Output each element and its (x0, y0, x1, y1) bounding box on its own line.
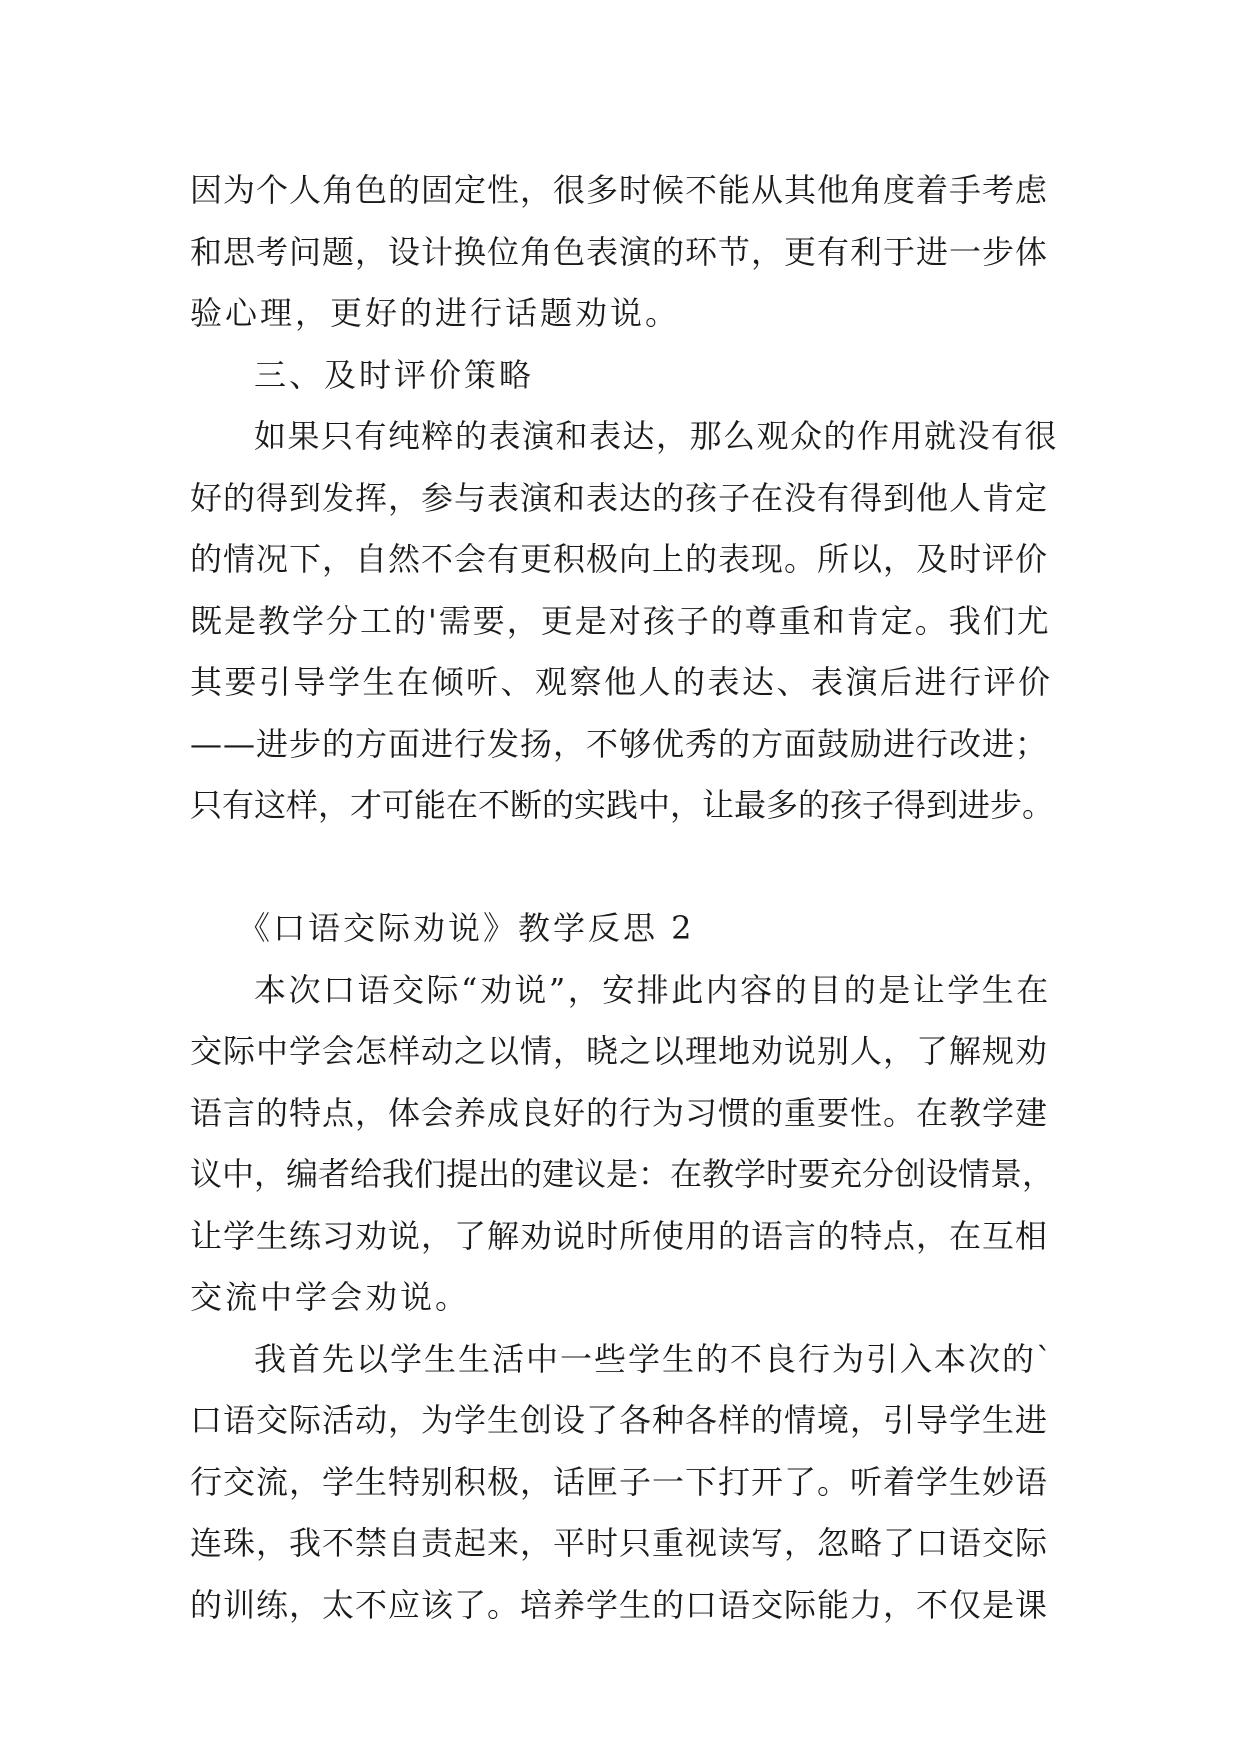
text-line: 口语交际活动，为学生创设了各种各样的情境，引导学生进 (190, 1401, 1049, 1439)
text-line: 议中，编者给我们提出的建议是：在教学时要充分创设情景， (190, 1155, 1055, 1193)
text-line: 因为个人角色的固定性，很多时候不能从其他角度着手考虑 (190, 171, 1049, 209)
article-title: 《口语交际劝说》教学反思 2 (238, 909, 695, 947)
text-line: 其要引导学生在倾听、观察他人的表达、表演后进行评价 (190, 663, 1053, 701)
text-line: 连珠，我不禁自责起来，平时只重视读写，忽略了口语交际 (190, 1524, 1049, 1562)
paragraph-role-reversal (190, 160, 1060, 345)
text-line: 的训练，太不应该了。培养学生的口语交际能力，不仅是课 (190, 1585, 1049, 1624)
section-heading: 三、及时评价策略 (254, 355, 535, 394)
text-line: 交流中学会劝说。 (190, 1278, 471, 1316)
text-line: 验心理，更好的进行话题劝说。 (190, 294, 681, 332)
text-line: 如果只有纯粹的表演和表达，那么观众的作用就没有很 (254, 417, 1059, 455)
text-line: 既是教学分工的'需要，更是对孩子的尊重和肯定。我们尤 (190, 601, 1051, 640)
text-line: 语言的特点，体会养成良好的行为习惯的重要性。在教学建 (190, 1093, 1049, 1132)
text-line: 我首先以学生生活中一些学生的不良行为引入本次的` (254, 1339, 1055, 1378)
paragraph-lesson-process (190, 1329, 1060, 1637)
section-gap (190, 837, 1060, 899)
text-line: 交际中学会怎样动之以情，晓之以理地劝说别人，了解规劝 (190, 1032, 1049, 1070)
text-line: 本次口语交际“劝说”，安排此内容的目的是让学生在 (254, 970, 1051, 1009)
text-line: 和思考问题，设计换位角色表演的环节，更有利于进一步体 (190, 232, 1049, 271)
text-line: 行交流，学生特别积极，话匣子一下打开了。听着学生妙语 (190, 1462, 1049, 1501)
text-line: 的情况下，自然不会有更积极向上的表现。所以，及时评价 (190, 540, 1049, 578)
text-line: 只有这样，才可能在不断的实践中，让最多的孩子得到进步。 (190, 786, 1055, 824)
paragraph-timely-evaluation (190, 406, 1060, 837)
text-line: 让学生练习劝说，了解劝说时所使用的语言的特点，在互相 (190, 1216, 1049, 1255)
text-line: 好的得到发挥，参与表演和表达的孩子在没有得到他人肯定 (190, 478, 1049, 517)
document-body (190, 160, 1060, 1636)
text-line: ——进步的方面进行发扬，不够优秀的方面鼓励进行改进； (190, 724, 1049, 763)
paragraph-lesson-intro (190, 960, 1060, 1329)
